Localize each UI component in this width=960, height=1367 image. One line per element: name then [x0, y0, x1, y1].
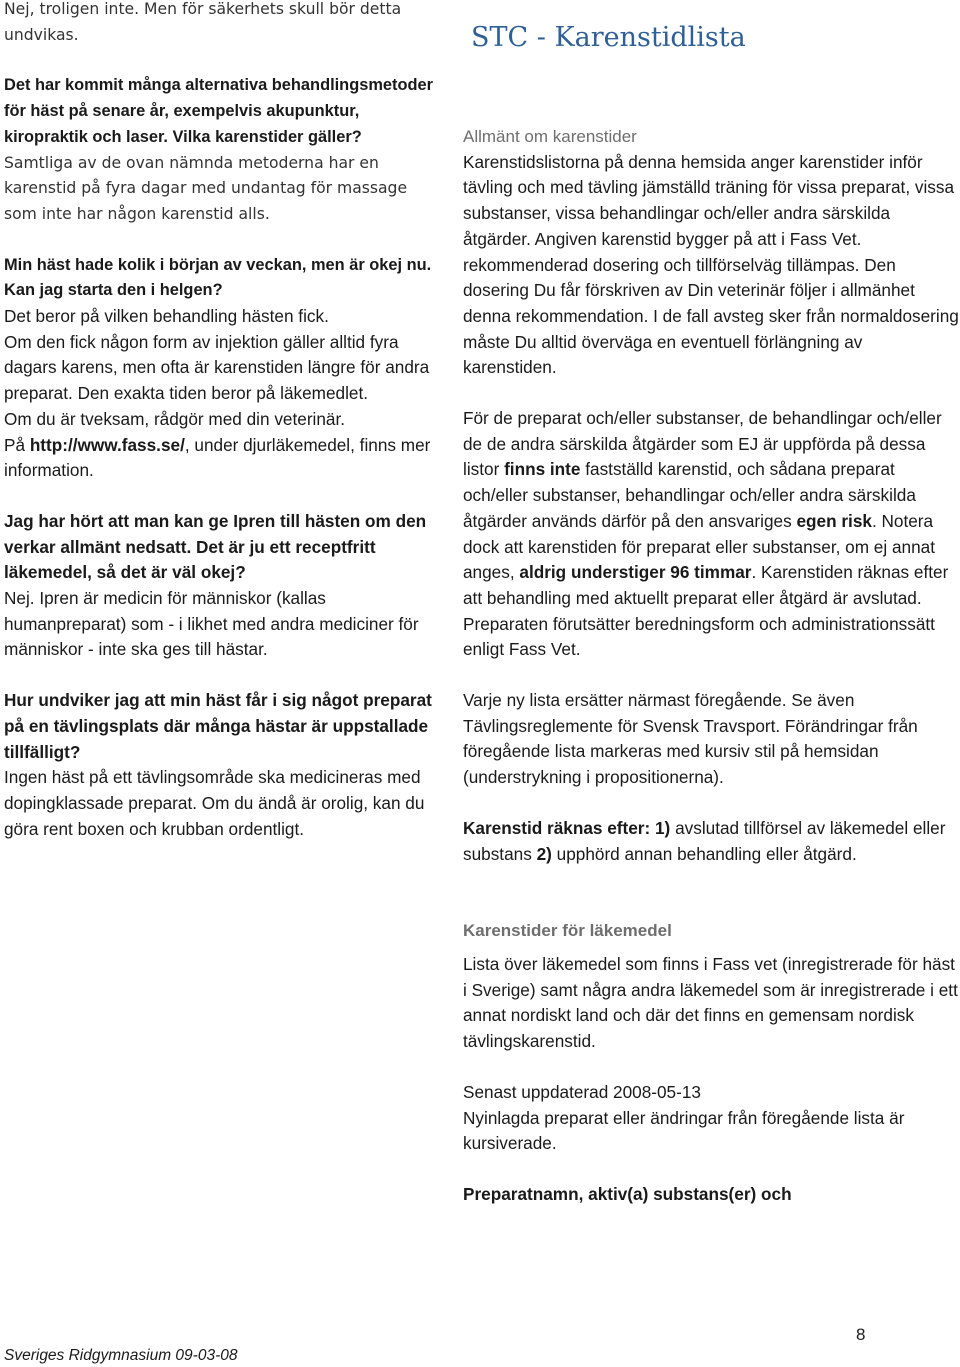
- footer-text: Sveriges Ridgymnasium 09-03-08: [4, 1347, 238, 1364]
- fass-link[interactable]: http://www.fass.se/: [29, 434, 185, 455]
- question-alternative-methods: Det har kommit många alternativa behandlingsmetoder för häst på senare år, exempelvis akupunktur, kiropraktik och laser. Vilka karenstider gäller?: [4, 76, 433, 146]
- answer-colic-advice: Om du är tveksam, rådgör med din veterinär.: [4, 408, 346, 429]
- page-number: 8: [856, 1325, 866, 1344]
- answer-ipren: Nej. Ipren är medicin för människor (kallas humanpreparat) som - i likhet med andra mediciner för människor - inte ska ges till hästar.: [4, 588, 419, 660]
- answer-alternative-methods: Samtliga av de ovan nämnda metoderna har en karenstid på fyra dagar med undantag för massage som inte har någon karenstid alls.: [4, 153, 408, 223]
- question-ipren: Jag har hört att man kan ge Ipren till hästen om den verkar allmänt nedsatt. Det är ju ett receptfritt läkemedel, så det är väl okej?: [4, 510, 427, 583]
- paragraph-updated-date: Senast uppdaterad 2008-05-13: [463, 1081, 701, 1102]
- section-heading-general: Allmänt om karenstider: [463, 127, 637, 146]
- answer-colic-rest: Om den fick någon form av injektion gäller alltid fyra dagars karens, men ofta är karenstiden längre för andra preparat. Den exakta tiden beror på läkemedlet.: [4, 331, 430, 404]
- intro-text: Nej, troligen inte. Men för säkerhets skull bör detta undvikas.: [4, 0, 402, 44]
- paragraph-not-listed: För de preparat och/eller substanser, de behandlingar och/eller de de andra särskilda åtgärder som EJ är uppförda på dessa listor finns inte fastställd karenstid, och sådana preparat och/eller substanser, behandlingar och/eller andra särskilda åtgärder används därför på den ansvariges egen risk. Notera dock att karenstiden för preparat eller substanser, om ej annat anges, aldrig understiger 96 timmar. Karenstiden räknas efter att behandling med aktuellt preparat eller åtgärd är avslutad. Preparaten förutsätter beredningsform och administrationssätt enligt Fass Vet.: [463, 408, 949, 660]
- paragraph-table-intro: Preparatnamn, aktiv(a) substans(er) och: [463, 1183, 792, 1204]
- question-competition-site: Hur undviker jag att min häst får i sig något preparat på en tävlingsplats där många hästar är uppstallade tillfälligt?: [4, 690, 432, 762]
- page-title: STC - Karenstidlista: [471, 22, 746, 53]
- paragraph-calculation: Karenstid räknas efter: 1) avslutad tillförsel av läkemedel eller substans 2) upphörd annan behandling eller åtgärd.: [463, 817, 946, 864]
- right-column: [463, 124, 960, 1208]
- question-colic: Min häst hade kolik i början av veckan, men är okej nu. Kan jag starta den i helgen?: [4, 255, 432, 300]
- paragraph-general: Karenstidslistorna på denna hemsida anger karenstider inför tävling och med tävling jämställd träning för vissa preparat, vissa substanser, vissa behandlingar och/eller andra särskilda åtgärder. Angiven karenstid bygger på att i Fass Vet. rekommenderad dosering och tillförselväg tillämpas. Den dosering Du får förskriven av Din veterinär följer i allmänhet denna rekommendation. I de fall avsteg sker från normaldosering måste Du alltid överväga en eventuell förlängning av karenstiden.: [463, 151, 959, 378]
- paragraph-medicine-list: Lista över läkemedel som finns i Fass vet (inregistrerade för häst i Sverige) samt några andra läkemedel som är inregistrerade i ett annat nordiskt land och där det finns en gemensam nordisk tävlingskarenstid.: [463, 953, 958, 1052]
- paragraph-new-entries: Nyinlagda preparat eller ändringar från föregående lista är kursiverade.: [463, 1107, 905, 1154]
- section-heading-medicines: Karenstider för läkemedel: [463, 921, 672, 941]
- answer-colic-first: Det beror på vilken behandling hästen fick.: [4, 306, 329, 327]
- answer-competition-site: Ingen häst på ett tävlingsområde ska medicineras med dopingklassade preparat. Om du ändå är orolig, kan du göra rent boxen och krubban ordentligt.: [4, 767, 425, 839]
- paragraph-list-replaces: Varje ny lista ersätter närmast föregående. Se även Tävlingsreglemente för Svensk Travsport. Förändringar från föregående lista markeras med kursiv stil på hemsidan (understrykning i propositionerna).: [463, 690, 918, 788]
- answer-colic-link-line: På http://www.fass.se/, under djurläkemedel, finns mer information.: [4, 434, 431, 481]
- left-column: [4, 0, 444, 842]
